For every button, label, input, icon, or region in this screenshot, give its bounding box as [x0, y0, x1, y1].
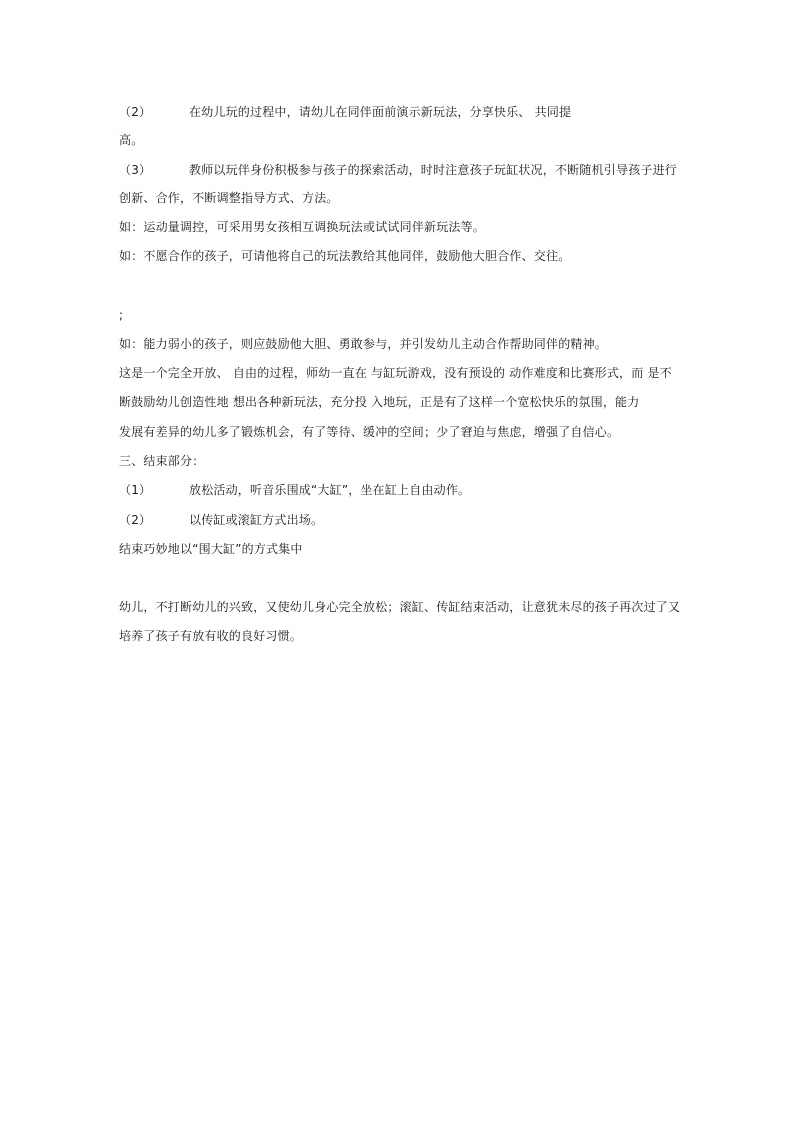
step-3-line [119, 162, 677, 178]
paragraph-line: 发展有差异的幼儿多了锻炼机会，有了等待、缓冲的空间；少了窘迫与焦虑，增强了自信心。 [119, 425, 620, 439]
paragraph-line: 培养了孩子有放有收的良好习惯。 [119, 629, 303, 643]
text-line: 创新、合作，不断调整指导方式、方法。 [119, 191, 339, 205]
step-text: 放松活动，听音乐围成“大缸”，坐在缸上自由动作。 [189, 483, 471, 497]
step-2-line [119, 512, 323, 528]
example-line: 如：能力弱小的孩子，则应鼓励他大胆、勇敢参与，并引发幼儿主动合作帮助同伴的精神。 [119, 337, 608, 351]
step-2-line [119, 104, 571, 120]
step-number: （1） [119, 483, 152, 497]
step-text: 教师以玩伴身份积极参与孩子的探索活动，时时注意孩子玩缸状况，不断随机引导孩子进行 [189, 163, 678, 177]
step-number: （2） [119, 105, 152, 119]
paragraph-line: 这是一个完全开放、 自由的过程，师幼一直在 与缸玩游戏，没有预设的 动作难度和比赛形式，而 是不 [119, 366, 672, 380]
step-text: 在幼儿玩的过程中，请幼儿在同伴面前演示新玩法，分享快乐、 共同提 [189, 105, 572, 119]
step-text: 以传缸或滚缸方式出场。 [189, 513, 324, 527]
punctuation-line: ; [119, 308, 124, 322]
example-line: 如：不愿合作的孩子，可请他将自己的玩法教给其他同伴，鼓励他大胆合作、交往。 [119, 249, 571, 263]
step-1-line [119, 482, 470, 498]
paragraph-line: 幼儿，不打断幼儿的兴致，又使幼儿身心完全放松；滚缸、传缸结束活动，让意犹未尽的孩子再次过了又 [119, 600, 681, 614]
section-heading: 三、结束部分： [119, 454, 205, 468]
example-line: 如：运动量调控，可采用男女孩相互调换玩法或试试同伴新玩法等。 [119, 220, 486, 234]
step-number: （2） [119, 513, 152, 527]
step-number: （3） [119, 163, 152, 177]
paragraph-line: 结束巧妙地以“围大缸”的方式集中 [119, 542, 303, 556]
text-line: 高。 [119, 133, 144, 147]
paragraph-line: 断鼓励幼儿创造性地 想出各种新玩法，充分投 入地玩，正是有了这样一个宽松快乐的氛围，能力 [119, 395, 640, 409]
